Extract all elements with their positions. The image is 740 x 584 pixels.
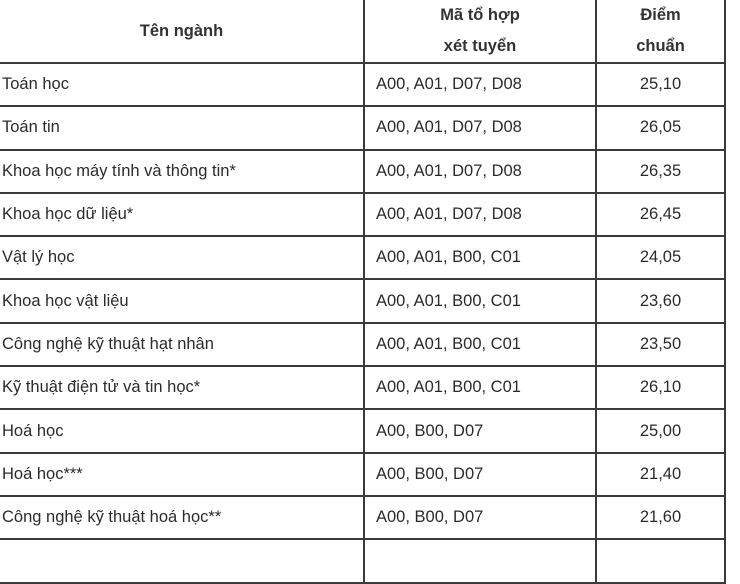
subject-codes: A00, A01, D07, D08 — [364, 106, 596, 149]
table-row — [0, 409, 725, 452]
table-row — [0, 366, 725, 409]
subject-codes: A00, A01, D07, D08 — [364, 150, 596, 193]
subject-codes: A00, A01, B00, C01 — [364, 279, 596, 322]
subject-codes: A00, A01, B00, C01 — [364, 323, 596, 366]
major-name: Khoa học dữ liệu* — [0, 193, 364, 236]
table-row — [0, 63, 725, 106]
subject-codes: A00, A01, D07, D08 — [364, 63, 596, 106]
table-row — [0, 193, 725, 236]
subject-codes: A00, A01, D07, D08 — [364, 193, 596, 236]
table-row — [0, 496, 725, 539]
major-name: Toán học — [0, 63, 364, 106]
major-name-clipped — [0, 539, 364, 582]
table-row — [0, 279, 725, 322]
benchmark-score: 23,60 — [596, 279, 725, 322]
header-subject-combination: Mã tổ hợp xét tuyển — [364, 0, 596, 63]
major-name: Hoá học — [0, 409, 364, 452]
benchmark-score: 26,10 — [596, 366, 725, 409]
major-name: Khoa học máy tính và thông tin* — [0, 150, 364, 193]
major-name: Kỹ thuật điện tử và tin học* — [0, 366, 364, 409]
subject-codes-clipped — [364, 539, 596, 582]
benchmark-score: 25,00 — [596, 409, 725, 452]
major-name: Khoa học vật liệu — [0, 279, 364, 322]
table-row — [0, 453, 725, 496]
benchmark-score: 21,60 — [596, 496, 725, 539]
subject-codes: A00, A01, B00, C01 — [364, 366, 596, 409]
table-row-clipped — [0, 539, 725, 582]
benchmark-score: 24,05 — [596, 236, 725, 279]
table-header-row — [0, 0, 725, 63]
table-row — [0, 106, 725, 149]
major-name: Hoá học*** — [0, 453, 364, 496]
major-name: Vật lý học — [0, 236, 364, 279]
major-name: Toán tin — [0, 106, 364, 149]
major-name: Công nghệ kỹ thuật hạt nhân — [0, 323, 364, 366]
benchmark-score: 26,45 — [596, 193, 725, 236]
table-row — [0, 236, 725, 279]
benchmark-score: 26,05 — [596, 106, 725, 149]
benchmark-score-clipped — [596, 539, 725, 582]
major-name: Công nghệ kỹ thuật hoá học** — [0, 496, 364, 539]
header-major-name: Tên ngành — [0, 0, 364, 63]
benchmark-score: 23,50 — [596, 323, 725, 366]
benchmark-score: 25,10 — [596, 63, 725, 106]
table-row — [0, 150, 725, 193]
subject-codes: A00, A01, B00, C01 — [364, 236, 596, 279]
header-benchmark-score: Điểm chuẩn — [596, 0, 725, 63]
subject-codes: A00, B00, D07 — [364, 496, 596, 539]
benchmark-score: 26,35 — [596, 150, 725, 193]
subject-codes: A00, B00, D07 — [364, 409, 596, 452]
subject-codes: A00, B00, D07 — [364, 453, 596, 496]
table-row — [0, 323, 725, 366]
benchmark-score: 21,40 — [596, 453, 725, 496]
